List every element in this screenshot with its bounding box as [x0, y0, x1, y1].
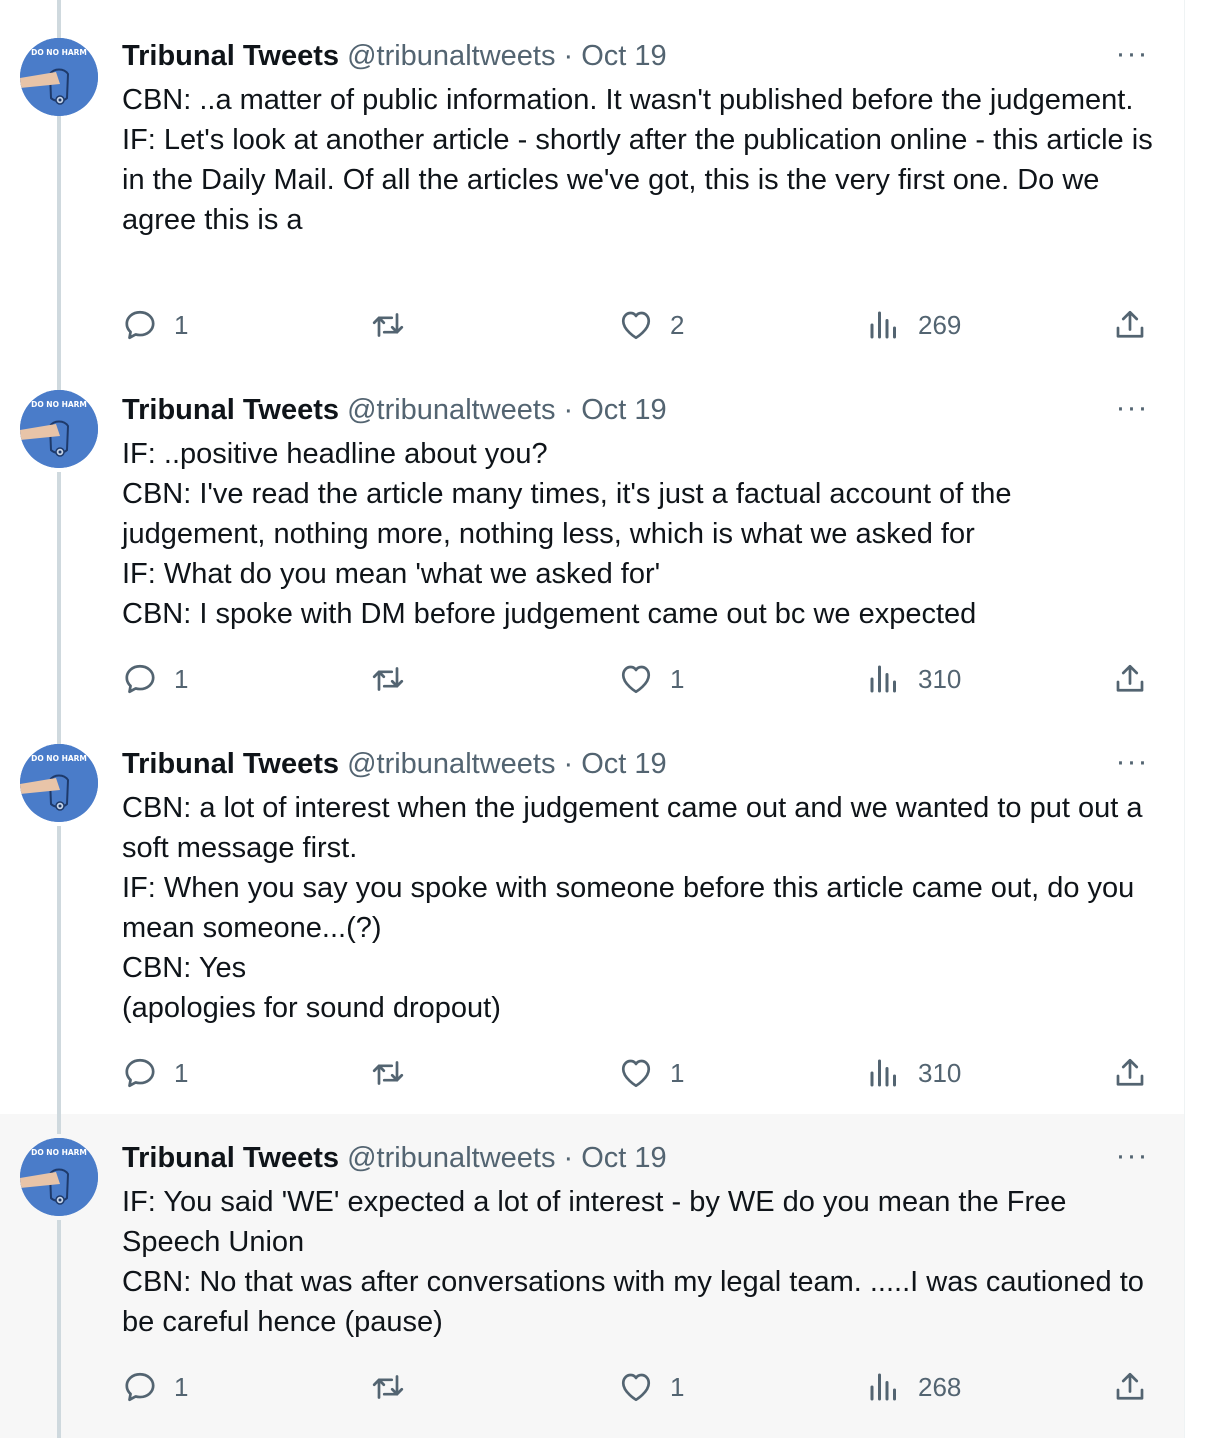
views-button[interactable]: [866, 305, 961, 345]
views-button[interactable]: [866, 1053, 961, 1093]
reply-icon: [122, 661, 158, 697]
more-options-icon[interactable]: ···: [1115, 1139, 1149, 1172]
share-icon: [1112, 307, 1148, 343]
tweet[interactable]: [0, 356, 1184, 710]
like-button[interactable]: [618, 1367, 684, 1407]
retweet-icon: [370, 1369, 406, 1405]
tweet-actions: [122, 659, 1162, 699]
share-button[interactable]: [1112, 659, 1148, 699]
like-count: 1: [670, 663, 685, 694]
author-name[interactable]: Tribunal Tweets: [122, 1142, 340, 1174]
share-button[interactable]: [1112, 305, 1148, 345]
views-button[interactable]: [866, 659, 961, 699]
thread-line: [57, 1114, 61, 1134]
author-name[interactable]: Tribunal Tweets: [122, 40, 340, 72]
like-button[interactable]: [618, 1053, 684, 1093]
tweet-actions: [122, 305, 1162, 345]
tweet-header: [122, 36, 667, 76]
retweet-button[interactable]: [370, 1367, 422, 1407]
views-button[interactable]: [866, 1367, 961, 1407]
view-count: 269: [918, 309, 962, 340]
tweet-text: CBN: ..a matter of public information. It wasn't published before the judgement. IF: Let's look at another article - shortly after the publication online - this article is in the Daily Mail. Of all the articles we've got, this is the very first one. Do we agree this is a: [122, 84, 1153, 236]
author-handle[interactable]: @tribunaltweets: [347, 748, 556, 780]
more-options-icon[interactable]: ···: [1115, 391, 1149, 424]
like-button[interactable]: [618, 659, 684, 699]
reply-button[interactable]: [122, 1053, 188, 1093]
separator-dot: ·: [563, 40, 574, 72]
share-icon: [1112, 1055, 1148, 1091]
thread-line: [57, 710, 61, 744]
reply-button[interactable]: [122, 1367, 188, 1407]
view-count: 310: [918, 1057, 962, 1088]
reply-count: 1: [174, 1057, 189, 1088]
views-chart-icon: [866, 1369, 902, 1405]
reply-count: 1: [174, 309, 189, 340]
reply-icon: [122, 1055, 158, 1091]
more-options-icon[interactable]: ···: [1115, 745, 1149, 778]
avatar-shirt-text: DO NO HARM: [31, 1148, 87, 1157]
author-handle[interactable]: @tribunaltweets: [347, 40, 556, 72]
reply-icon: [122, 307, 158, 343]
tweet-date[interactable]: Oct 19: [581, 40, 667, 72]
view-count: 268: [918, 1371, 962, 1402]
tweet-header: [122, 390, 667, 430]
tweet-text: IF: ..positive headline about you? CBN: I've read the article many times, it's just a factual account of the judgement, nothing more, nothing less, which is what we asked for IF: What do you mean 'what we asked for' CBN: I spoke with DM before judgement came out bc we expected: [122, 438, 1012, 630]
thread-line: [57, 472, 61, 710]
author-handle[interactable]: @tribunaltweets: [347, 1142, 556, 1174]
share-icon: [1112, 661, 1148, 697]
thread-line: [57, 356, 61, 390]
author-name[interactable]: Tribunal Tweets: [122, 394, 340, 426]
more-options-icon[interactable]: ···: [1115, 37, 1149, 70]
thread-line: [57, 1220, 61, 1438]
like-count: 2: [670, 309, 685, 340]
heart-icon: [618, 307, 654, 343]
avatar-shirt-text: DO NO HARM: [31, 400, 87, 409]
reply-count: 1: [174, 663, 189, 694]
separator-dot: ·: [563, 394, 574, 426]
like-count: 1: [670, 1057, 685, 1088]
tweet-actions: [122, 1367, 1162, 1407]
reply-count: 1: [174, 1371, 189, 1402]
tweet-date[interactable]: Oct 19: [581, 394, 667, 426]
tweet-text: IF: You said 'WE' expected a lot of interest - by WE do you mean the Free Speech Union CBN: No that was after conversations with my legal team. .....I was cautioned to be careful hence (pause): [122, 1186, 1144, 1338]
tweet[interactable]: [0, 710, 1184, 1114]
retweet-icon: [370, 661, 406, 697]
avatar-shirt-text: DO NO HARM: [31, 754, 87, 763]
retweet-button[interactable]: [370, 305, 422, 345]
avatar[interactable]: [20, 38, 98, 116]
reply-icon: [122, 1369, 158, 1405]
views-chart-icon: [866, 307, 902, 343]
reply-button[interactable]: [122, 659, 188, 699]
retweet-button[interactable]: [370, 659, 422, 699]
views-chart-icon: [866, 1055, 902, 1091]
view-count: 310: [918, 663, 962, 694]
author-handle[interactable]: @tribunaltweets: [347, 394, 556, 426]
tweet[interactable]: [0, 0, 1184, 356]
heart-icon: [618, 661, 654, 697]
thread-line: [57, 826, 61, 1114]
tweet-actions: [122, 1053, 1162, 1093]
thread-line: [57, 0, 61, 40]
tweet[interactable]: [0, 1114, 1184, 1438]
reply-button[interactable]: [122, 305, 188, 345]
author-name[interactable]: Tribunal Tweets: [122, 748, 340, 780]
separator-dot: ·: [563, 748, 574, 780]
separator-dot: ·: [563, 1142, 574, 1174]
retweet-button[interactable]: [370, 1053, 422, 1093]
retweet-icon: [370, 1055, 406, 1091]
retweet-icon: [370, 307, 406, 343]
tweet-header: [122, 1138, 667, 1178]
share-button[interactable]: [1112, 1053, 1148, 1093]
tweet-header: [122, 744, 667, 784]
tweet-date[interactable]: Oct 19: [581, 1142, 667, 1174]
share-icon: [1112, 1369, 1148, 1405]
like-button[interactable]: [618, 305, 684, 345]
tweet-date[interactable]: Oct 19: [581, 748, 667, 780]
avatar[interactable]: [20, 390, 98, 468]
avatar[interactable]: [20, 744, 98, 822]
like-count: 1: [670, 1371, 685, 1402]
views-chart-icon: [866, 661, 902, 697]
heart-icon: [618, 1055, 654, 1091]
heart-icon: [618, 1369, 654, 1405]
share-button[interactable]: [1112, 1367, 1148, 1407]
thread-line: [57, 116, 61, 356]
avatar[interactable]: [20, 1138, 98, 1216]
avatar-shirt-text: DO NO HARM: [31, 48, 87, 57]
tweet-text: CBN: a lot of interest when the judgement came out and we wanted to put out a soft message first. IF: When you say you spoke with someone before this article came out, do you mean someone...(?) CBN: Yes (apologies for sound dropout): [122, 792, 1143, 1024]
